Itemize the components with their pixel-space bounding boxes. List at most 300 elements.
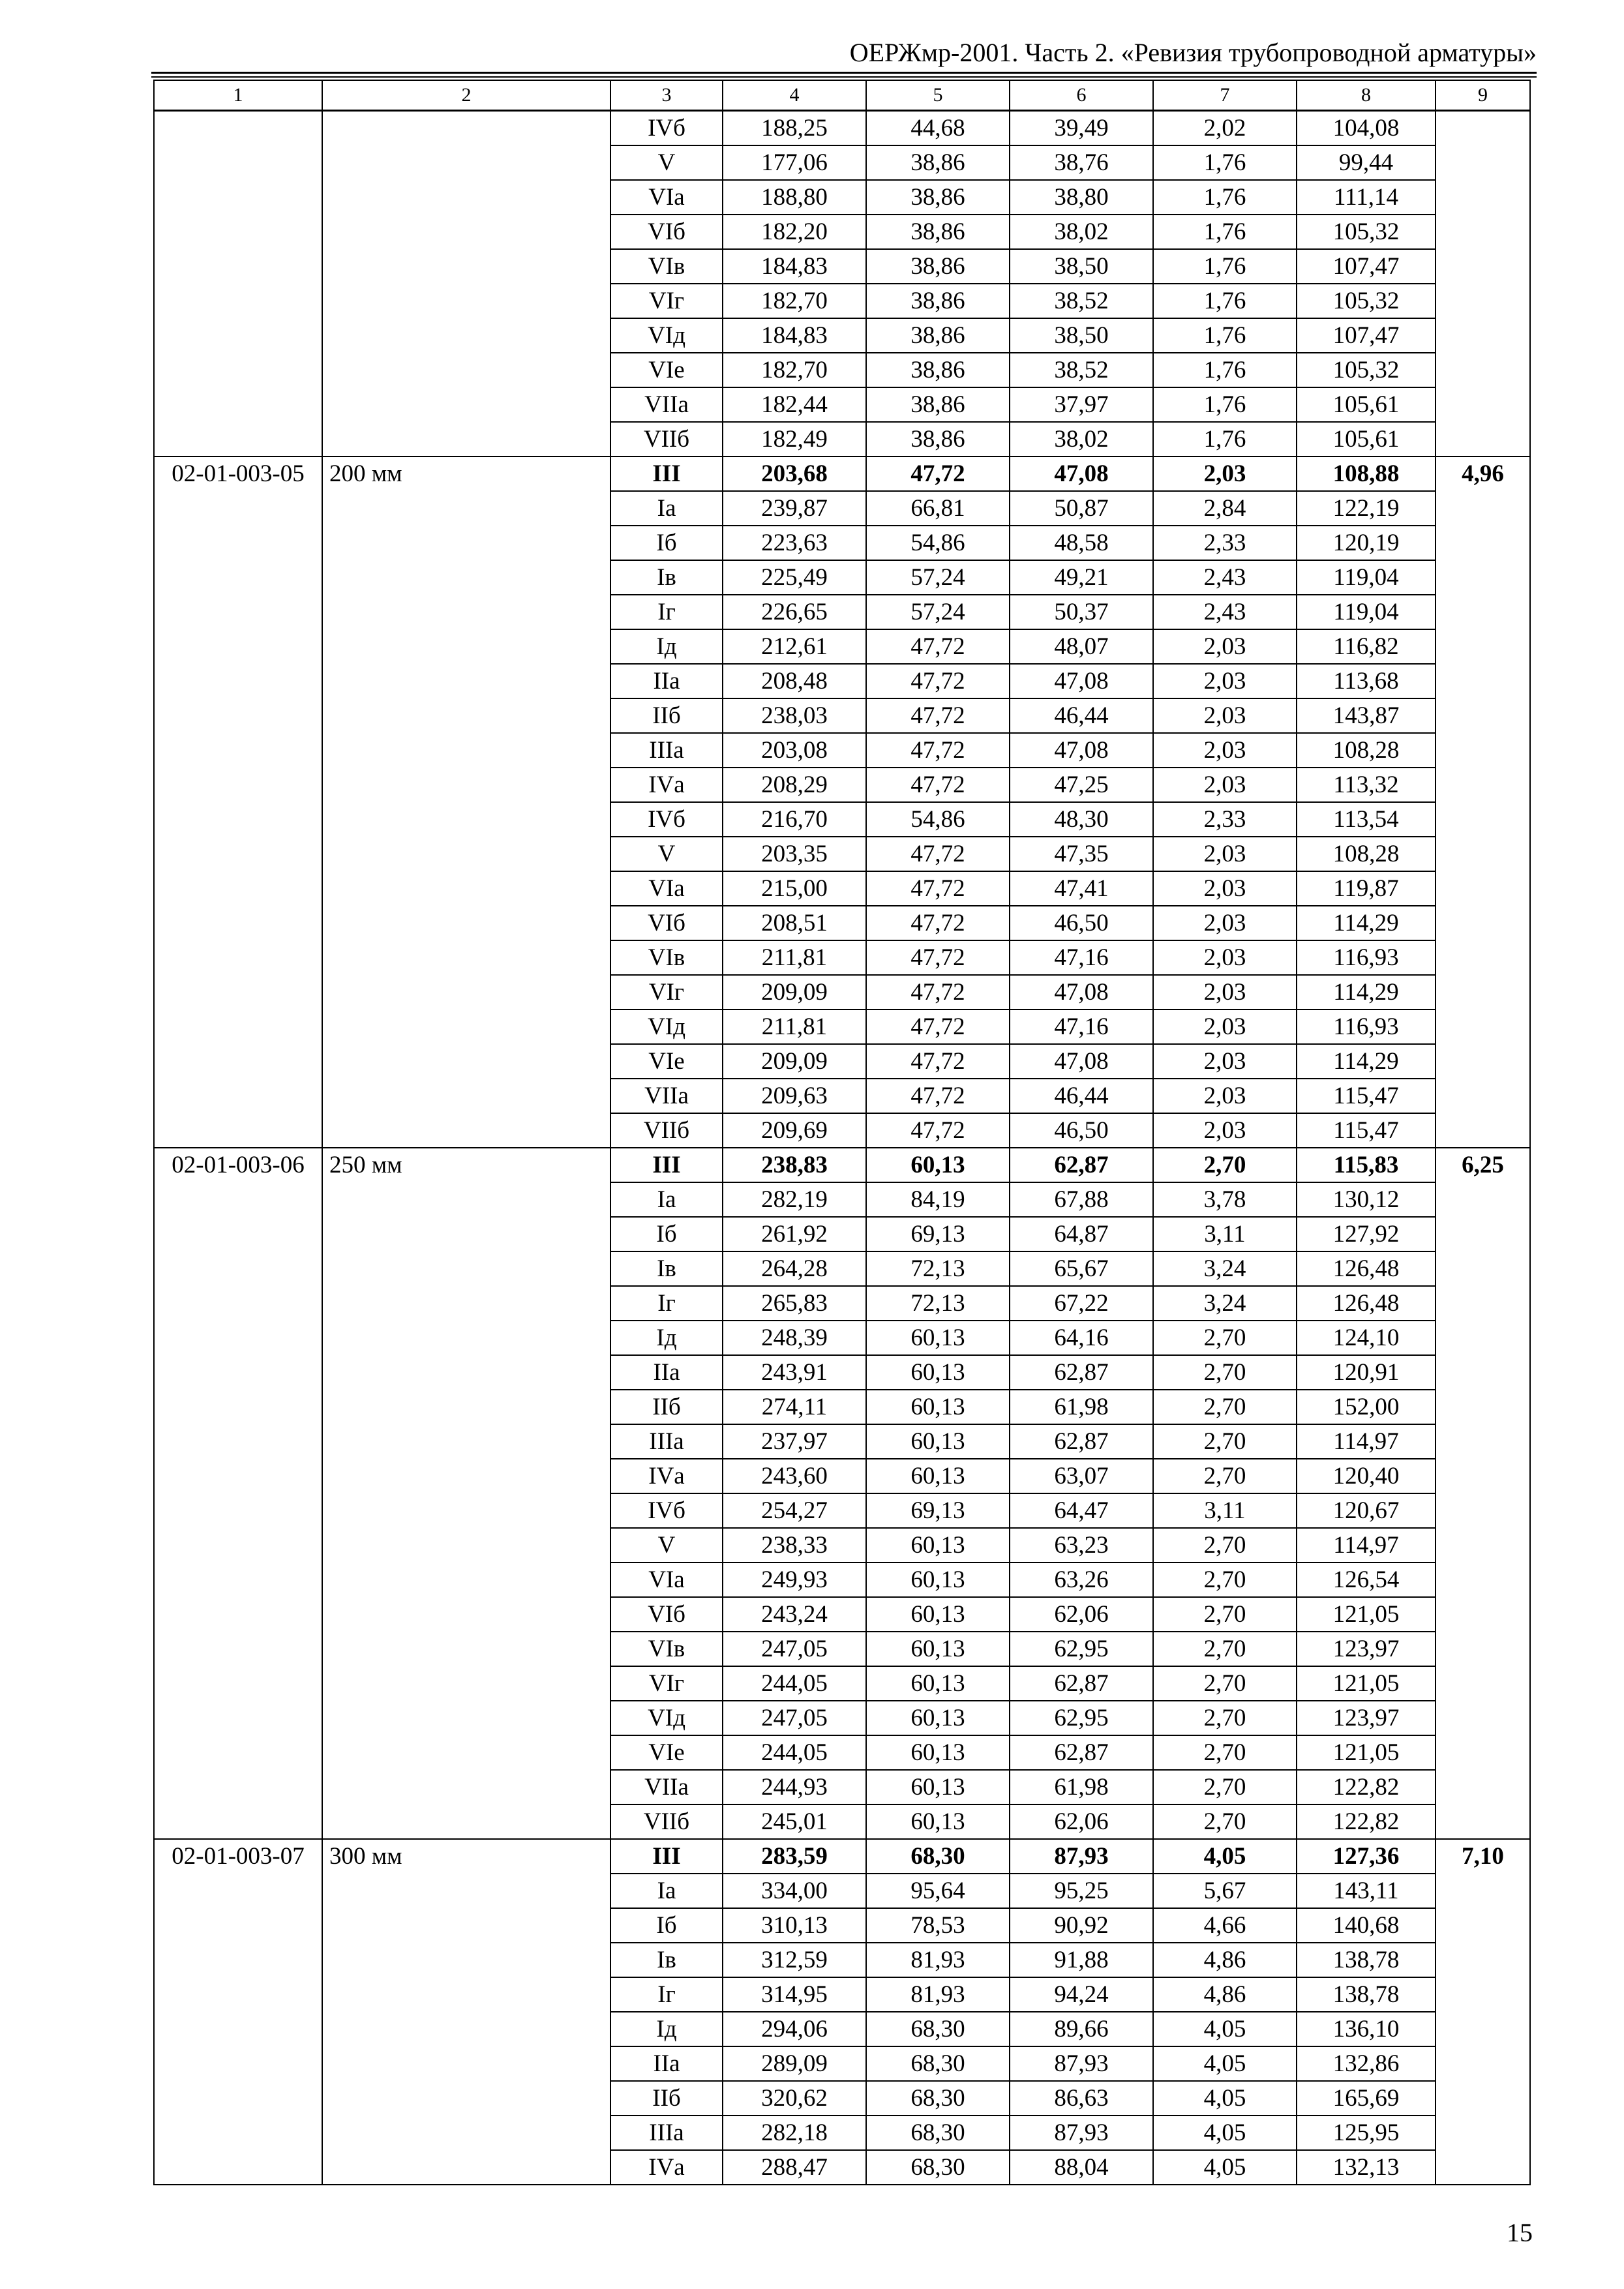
diameter-cell: 300 мм <box>322 1839 610 2185</box>
table-row <box>154 456 1530 491</box>
wages-cell: 47,72 <box>866 733 1010 768</box>
total-cost-cell: 208,51 <box>723 906 866 940</box>
machines-cell: 38,50 <box>1010 249 1153 284</box>
table-body <box>154 80 1530 2185</box>
wages-cell: 38,86 <box>866 318 1010 353</box>
operator-wages-cell: 2,03 <box>1153 940 1297 975</box>
total-cost-cell: 226,65 <box>723 595 866 629</box>
materials-cell: 113,32 <box>1297 768 1436 802</box>
valve-type-cell: IIIа <box>610 733 723 768</box>
valve-type-cell: Iд <box>610 1321 723 1355</box>
operator-wages-cell: 2,03 <box>1153 871 1297 906</box>
machines-cell: 86,63 <box>1010 2081 1153 2116</box>
wages-cell: 95,64 <box>866 1874 1010 1908</box>
operator-wages-cell: 2,70 <box>1153 1563 1297 1597</box>
total-cost-cell: 282,19 <box>723 1182 866 1217</box>
column-number: 8 <box>1297 80 1436 111</box>
operator-wages-cell: 2,70 <box>1153 1804 1297 1839</box>
wages-cell: 47,72 <box>866 940 1010 975</box>
total-cost-cell: 288,47 <box>723 2150 866 2185</box>
column-number: 1 <box>154 80 322 111</box>
labor-cell <box>1436 111 1530 457</box>
total-cost-cell: 238,83 <box>723 1148 866 1182</box>
machines-cell: 48,58 <box>1010 526 1153 560</box>
wages-cell: 68,30 <box>866 2116 1010 2150</box>
operator-wages-cell: 5,67 <box>1153 1874 1297 1908</box>
wages-cell: 38,86 <box>866 180 1010 215</box>
machines-cell: 87,93 <box>1010 2046 1153 2081</box>
table-row <box>154 1148 1530 1182</box>
machines-cell: 37,97 <box>1010 387 1153 422</box>
operator-wages-cell: 2,70 <box>1153 1355 1297 1390</box>
machines-cell: 62,87 <box>1010 1355 1153 1390</box>
header-rule-thick <box>151 72 1537 74</box>
materials-cell: 108,28 <box>1297 837 1436 871</box>
valve-type-cell: VIб <box>610 1597 723 1632</box>
total-cost-cell: 274,11 <box>723 1390 866 1424</box>
operator-wages-cell: 4,05 <box>1153 2046 1297 2081</box>
materials-cell: 105,61 <box>1297 387 1436 422</box>
materials-cell: 119,87 <box>1297 871 1436 906</box>
materials-cell: 124,10 <box>1297 1321 1436 1355</box>
machines-cell: 91,88 <box>1010 1943 1153 1977</box>
materials-cell: 126,54 <box>1297 1563 1436 1597</box>
materials-cell: 152,00 <box>1297 1390 1436 1424</box>
wages-cell: 81,93 <box>866 1977 1010 2012</box>
table-row <box>154 111 1530 146</box>
column-number: 4 <box>723 80 866 111</box>
diameter-cell: 200 мм <box>322 456 610 1148</box>
diameter-cell <box>322 111 610 457</box>
operator-wages-cell: 4,05 <box>1153 2150 1297 2185</box>
valve-type-cell: VIв <box>610 940 723 975</box>
materials-cell: 120,67 <box>1297 1493 1436 1528</box>
operator-wages-cell: 1,76 <box>1153 318 1297 353</box>
total-cost-cell: 282,18 <box>723 2116 866 2150</box>
machines-cell: 62,87 <box>1010 1666 1153 1701</box>
wages-cell: 78,53 <box>866 1908 1010 1943</box>
machines-cell: 46,44 <box>1010 1079 1153 1113</box>
wages-cell: 57,24 <box>866 595 1010 629</box>
machines-cell: 62,87 <box>1010 1148 1153 1182</box>
valve-type-cell: VIв <box>610 249 723 284</box>
operator-wages-cell: 2,70 <box>1153 1321 1297 1355</box>
total-cost-cell: 248,39 <box>723 1321 866 1355</box>
total-cost-cell: 294,06 <box>723 2012 866 2046</box>
machines-cell: 67,88 <box>1010 1182 1153 1217</box>
operator-wages-cell: 2,43 <box>1153 560 1297 595</box>
valve-type-cell: III <box>610 1839 723 1874</box>
materials-cell: 120,19 <box>1297 526 1436 560</box>
column-number: 3 <box>610 80 723 111</box>
wages-cell: 47,72 <box>866 1044 1010 1079</box>
valve-type-cell: VIIб <box>610 1113 723 1148</box>
materials-cell: 114,29 <box>1297 906 1436 940</box>
machines-cell: 38,80 <box>1010 180 1153 215</box>
machines-cell: 38,02 <box>1010 422 1153 456</box>
operator-wages-cell: 4,86 <box>1153 1977 1297 2012</box>
operator-wages-cell: 2,03 <box>1153 733 1297 768</box>
total-cost-cell: 203,68 <box>723 456 866 491</box>
machines-cell: 38,02 <box>1010 215 1153 249</box>
total-cost-cell: 244,93 <box>723 1770 866 1804</box>
wages-cell: 84,19 <box>866 1182 1010 1217</box>
materials-cell: 99,44 <box>1297 145 1436 180</box>
machines-cell: 39,49 <box>1010 111 1153 146</box>
total-cost-cell: 209,63 <box>723 1079 866 1113</box>
total-cost-cell: 238,33 <box>723 1528 866 1563</box>
machines-cell: 48,07 <box>1010 629 1153 664</box>
total-cost-cell: 320,62 <box>723 2081 866 2116</box>
machines-cell: 47,08 <box>1010 733 1153 768</box>
valve-type-cell: IVа <box>610 768 723 802</box>
total-cost-cell: 237,97 <box>723 1424 866 1459</box>
wages-cell: 81,93 <box>866 1943 1010 1977</box>
materials-cell: 123,97 <box>1297 1632 1436 1666</box>
header-rule-thin <box>151 76 1537 78</box>
machines-cell: 47,25 <box>1010 768 1153 802</box>
total-cost-cell: 245,01 <box>723 1804 866 1839</box>
total-cost-cell: 261,92 <box>723 1217 866 1251</box>
total-cost-cell: 223,63 <box>723 526 866 560</box>
wages-cell: 60,13 <box>866 1355 1010 1390</box>
materials-cell: 143,11 <box>1297 1874 1436 1908</box>
operator-wages-cell: 2,70 <box>1153 1666 1297 1701</box>
machines-cell: 46,44 <box>1010 698 1153 733</box>
valve-type-cell: IVб <box>610 111 723 146</box>
materials-cell: 127,92 <box>1297 1217 1436 1251</box>
machines-cell: 62,06 <box>1010 1597 1153 1632</box>
materials-cell: 122,82 <box>1297 1770 1436 1804</box>
operator-wages-cell: 1,76 <box>1153 145 1297 180</box>
materials-cell: 115,83 <box>1297 1148 1436 1182</box>
operator-wages-cell: 2,84 <box>1153 491 1297 526</box>
valve-type-cell: Iд <box>610 629 723 664</box>
valve-type-cell: V <box>610 1528 723 1563</box>
valve-type-cell: IVб <box>610 802 723 837</box>
operator-wages-cell: 1,76 <box>1153 180 1297 215</box>
rate-code-cell: 02-01-003-05 <box>154 456 322 1148</box>
rate-code-cell: 02-01-003-07 <box>154 1839 322 2185</box>
valve-type-cell: VIа <box>610 180 723 215</box>
wages-cell: 47,72 <box>866 1079 1010 1113</box>
operator-wages-cell: 1,76 <box>1153 215 1297 249</box>
operator-wages-cell: 1,76 <box>1153 353 1297 387</box>
valve-type-cell: III <box>610 1148 723 1182</box>
total-cost-cell: 216,70 <box>723 802 866 837</box>
total-cost-cell: 209,09 <box>723 1044 866 1079</box>
valve-type-cell: IVа <box>610 2150 723 2185</box>
materials-cell: 125,95 <box>1297 2116 1436 2150</box>
wages-cell: 47,72 <box>866 975 1010 1010</box>
machines-cell: 47,08 <box>1010 1044 1153 1079</box>
wages-cell: 47,72 <box>866 664 1010 698</box>
operator-wages-cell: 2,70 <box>1153 1148 1297 1182</box>
column-number-row <box>154 80 1530 111</box>
total-cost-cell: 208,48 <box>723 664 866 698</box>
materials-cell: 132,86 <box>1297 2046 1436 2081</box>
machines-cell: 47,08 <box>1010 456 1153 491</box>
machines-cell: 95,25 <box>1010 1874 1153 1908</box>
wages-cell: 47,72 <box>866 768 1010 802</box>
machines-cell: 38,52 <box>1010 353 1153 387</box>
total-cost-cell: 244,05 <box>723 1666 866 1701</box>
machines-cell: 90,92 <box>1010 1908 1153 1943</box>
total-cost-cell: 182,70 <box>723 284 866 318</box>
materials-cell: 113,68 <box>1297 664 1436 698</box>
materials-cell: 120,40 <box>1297 1459 1436 1493</box>
machines-cell: 61,98 <box>1010 1770 1153 1804</box>
wages-cell: 47,72 <box>866 906 1010 940</box>
wages-cell: 47,72 <box>866 837 1010 871</box>
operator-wages-cell: 2,70 <box>1153 1735 1297 1770</box>
machines-cell: 87,93 <box>1010 2116 1153 2150</box>
valve-type-cell: Iг <box>610 1286 723 1321</box>
wages-cell: 60,13 <box>866 1666 1010 1701</box>
total-cost-cell: 254,27 <box>723 1493 866 1528</box>
wages-cell: 38,86 <box>866 249 1010 284</box>
operator-wages-cell: 4,05 <box>1153 2116 1297 2150</box>
operator-wages-cell: 4,05 <box>1153 1839 1297 1874</box>
machines-cell: 50,87 <box>1010 491 1153 526</box>
materials-cell: 119,04 <box>1297 560 1436 595</box>
materials-cell: 140,68 <box>1297 1908 1436 1943</box>
operator-wages-cell: 1,76 <box>1153 249 1297 284</box>
valve-type-cell: VIд <box>610 1701 723 1735</box>
materials-cell: 113,54 <box>1297 802 1436 837</box>
valve-type-cell: VIг <box>610 1666 723 1701</box>
valve-type-cell: IIIа <box>610 2116 723 2150</box>
materials-cell: 115,47 <box>1297 1113 1436 1148</box>
page-header: ОЕРЖмр-2001. Часть 2. «Ревизия трубопроводной арматуры» <box>849 38 1537 67</box>
materials-cell: 127,36 <box>1297 1839 1436 1874</box>
labor-cell: 7,10 <box>1436 1839 1530 2185</box>
wages-cell: 68,30 <box>866 2046 1010 2081</box>
total-cost-cell: 177,06 <box>723 145 866 180</box>
total-cost-cell: 203,08 <box>723 733 866 768</box>
materials-cell: 105,61 <box>1297 422 1436 456</box>
materials-cell: 165,69 <box>1297 2081 1436 2116</box>
wages-cell: 47,72 <box>866 1010 1010 1044</box>
wages-cell: 38,86 <box>866 215 1010 249</box>
total-cost-cell: 247,05 <box>723 1632 866 1666</box>
valve-type-cell: IIб <box>610 2081 723 2116</box>
total-cost-cell: 310,13 <box>723 1908 866 1943</box>
machines-cell: 47,08 <box>1010 664 1153 698</box>
wages-cell: 38,86 <box>866 145 1010 180</box>
wages-cell: 60,13 <box>866 1390 1010 1424</box>
valve-type-cell: VIIб <box>610 1804 723 1839</box>
wages-cell: 38,86 <box>866 422 1010 456</box>
total-cost-cell: 211,81 <box>723 940 866 975</box>
materials-cell: 108,28 <box>1297 733 1436 768</box>
machines-cell: 47,16 <box>1010 1010 1153 1044</box>
total-cost-cell: 182,44 <box>723 387 866 422</box>
total-cost-cell: 225,49 <box>723 560 866 595</box>
operator-wages-cell: 2,03 <box>1153 975 1297 1010</box>
valve-type-cell: IIIа <box>610 1424 723 1459</box>
total-cost-cell: 239,87 <box>723 491 866 526</box>
materials-cell: 105,32 <box>1297 353 1436 387</box>
total-cost-cell: 211,81 <box>723 1010 866 1044</box>
valve-type-cell: IVб <box>610 1493 723 1528</box>
operator-wages-cell: 1,76 <box>1153 387 1297 422</box>
materials-cell: 143,87 <box>1297 698 1436 733</box>
wages-cell: 69,13 <box>866 1217 1010 1251</box>
materials-cell: 132,13 <box>1297 2150 1436 2185</box>
valve-type-cell: VIг <box>610 284 723 318</box>
materials-cell: 126,48 <box>1297 1286 1436 1321</box>
operator-wages-cell: 2,03 <box>1153 906 1297 940</box>
materials-cell: 115,47 <box>1297 1079 1436 1113</box>
rates-table <box>153 80 1531 2185</box>
valve-type-cell: VIа <box>610 871 723 906</box>
wages-cell: 72,13 <box>866 1286 1010 1321</box>
column-number: 9 <box>1436 80 1530 111</box>
total-cost-cell: 264,28 <box>723 1251 866 1286</box>
machines-cell: 67,22 <box>1010 1286 1153 1321</box>
wages-cell: 60,13 <box>866 1770 1010 1804</box>
materials-cell: 121,05 <box>1297 1735 1436 1770</box>
machines-cell: 88,04 <box>1010 2150 1153 2185</box>
valve-type-cell: VIд <box>610 318 723 353</box>
materials-cell: 105,32 <box>1297 215 1436 249</box>
operator-wages-cell: 2,70 <box>1153 1597 1297 1632</box>
machines-cell: 50,37 <box>1010 595 1153 629</box>
operator-wages-cell: 3,11 <box>1153 1493 1297 1528</box>
wages-cell: 47,72 <box>866 871 1010 906</box>
materials-cell: 108,88 <box>1297 456 1436 491</box>
wages-cell: 44,68 <box>866 111 1010 146</box>
operator-wages-cell: 2,03 <box>1153 664 1297 698</box>
total-cost-cell: 209,09 <box>723 975 866 1010</box>
operator-wages-cell: 4,05 <box>1153 2012 1297 2046</box>
machines-cell: 62,06 <box>1010 1804 1153 1839</box>
wages-cell: 72,13 <box>866 1251 1010 1286</box>
wages-cell: 57,24 <box>866 560 1010 595</box>
page-number: 15 <box>1507 2218 1533 2247</box>
machines-cell: 62,87 <box>1010 1735 1153 1770</box>
machines-cell: 62,87 <box>1010 1424 1153 1459</box>
valve-type-cell: Iг <box>610 1977 723 2012</box>
materials-cell: 107,47 <box>1297 249 1436 284</box>
valve-type-cell: IIа <box>610 2046 723 2081</box>
operator-wages-cell: 2,03 <box>1153 629 1297 664</box>
wages-cell: 47,72 <box>866 1113 1010 1148</box>
wages-cell: 47,72 <box>866 698 1010 733</box>
rate-code-cell: 02-01-003-06 <box>154 1148 322 1839</box>
wages-cell: 54,86 <box>866 802 1010 837</box>
valve-type-cell: IIб <box>610 698 723 733</box>
valve-type-cell: IIа <box>610 664 723 698</box>
wages-cell: 60,13 <box>866 1597 1010 1632</box>
total-cost-cell: 312,59 <box>723 1943 866 1977</box>
machines-cell: 63,07 <box>1010 1459 1153 1493</box>
materials-cell: 126,48 <box>1297 1251 1436 1286</box>
total-cost-cell: 249,93 <box>723 1563 866 1597</box>
total-cost-cell: 283,59 <box>723 1839 866 1874</box>
machines-cell: 94,24 <box>1010 1977 1153 2012</box>
operator-wages-cell: 4,05 <box>1153 2081 1297 2116</box>
wages-cell: 54,86 <box>866 526 1010 560</box>
valve-type-cell: Iа <box>610 491 723 526</box>
wages-cell: 60,13 <box>866 1563 1010 1597</box>
machines-cell: 87,93 <box>1010 1839 1153 1874</box>
valve-type-cell: Iб <box>610 1908 723 1943</box>
materials-cell: 138,78 <box>1297 1943 1436 1977</box>
valve-type-cell: VIа <box>610 1563 723 1597</box>
materials-cell: 114,29 <box>1297 975 1436 1010</box>
total-cost-cell: 215,00 <box>723 871 866 906</box>
operator-wages-cell: 2,02 <box>1153 111 1297 146</box>
operator-wages-cell: 2,03 <box>1153 768 1297 802</box>
operator-wages-cell: 2,03 <box>1153 1079 1297 1113</box>
total-cost-cell: 188,25 <box>723 111 866 146</box>
column-number: 7 <box>1153 80 1297 111</box>
wages-cell: 60,13 <box>866 1701 1010 1735</box>
total-cost-cell: 209,69 <box>723 1113 866 1148</box>
valve-type-cell: Iб <box>610 526 723 560</box>
materials-cell: 114,97 <box>1297 1528 1436 1563</box>
table-row <box>154 1839 1530 1874</box>
machines-cell: 49,21 <box>1010 560 1153 595</box>
materials-cell: 121,05 <box>1297 1597 1436 1632</box>
operator-wages-cell: 2,43 <box>1153 595 1297 629</box>
total-cost-cell: 243,91 <box>723 1355 866 1390</box>
total-cost-cell: 208,29 <box>723 768 866 802</box>
machines-cell: 62,95 <box>1010 1632 1153 1666</box>
operator-wages-cell: 2,70 <box>1153 1459 1297 1493</box>
materials-cell: 111,14 <box>1297 180 1436 215</box>
machines-cell: 61,98 <box>1010 1390 1153 1424</box>
operator-wages-cell: 2,03 <box>1153 1010 1297 1044</box>
machines-cell: 63,26 <box>1010 1563 1153 1597</box>
machines-cell: 63,23 <box>1010 1528 1153 1563</box>
total-cost-cell: 314,95 <box>723 1977 866 2012</box>
operator-wages-cell: 3,24 <box>1153 1286 1297 1321</box>
valve-type-cell: VIе <box>610 1735 723 1770</box>
operator-wages-cell: 2,70 <box>1153 1528 1297 1563</box>
operator-wages-cell: 4,86 <box>1153 1943 1297 1977</box>
materials-cell: 121,05 <box>1297 1666 1436 1701</box>
total-cost-cell: 244,05 <box>723 1735 866 1770</box>
machines-cell: 38,76 <box>1010 145 1153 180</box>
total-cost-cell: 188,80 <box>723 180 866 215</box>
wages-cell: 60,13 <box>866 1148 1010 1182</box>
machines-cell: 38,52 <box>1010 284 1153 318</box>
machines-cell: 46,50 <box>1010 1113 1153 1148</box>
wages-cell: 60,13 <box>866 1804 1010 1839</box>
operator-wages-cell: 1,76 <box>1153 284 1297 318</box>
materials-cell: 136,10 <box>1297 2012 1436 2046</box>
operator-wages-cell: 2,70 <box>1153 1701 1297 1735</box>
wages-cell: 68,30 <box>866 2012 1010 2046</box>
operator-wages-cell: 3,24 <box>1153 1251 1297 1286</box>
operator-wages-cell: 3,78 <box>1153 1182 1297 1217</box>
machines-cell: 65,67 <box>1010 1251 1153 1286</box>
valve-type-cell: VIв <box>610 1632 723 1666</box>
operator-wages-cell: 2,33 <box>1153 526 1297 560</box>
total-cost-cell: 334,00 <box>723 1874 866 1908</box>
operator-wages-cell: 2,33 <box>1153 802 1297 837</box>
operator-wages-cell: 4,66 <box>1153 1908 1297 1943</box>
wages-cell: 60,13 <box>866 1735 1010 1770</box>
materials-cell: 107,47 <box>1297 318 1436 353</box>
operator-wages-cell: 2,70 <box>1153 1424 1297 1459</box>
operator-wages-cell: 1,76 <box>1153 422 1297 456</box>
total-cost-cell: 247,05 <box>723 1701 866 1735</box>
labor-cell: 6,25 <box>1436 1148 1530 1839</box>
